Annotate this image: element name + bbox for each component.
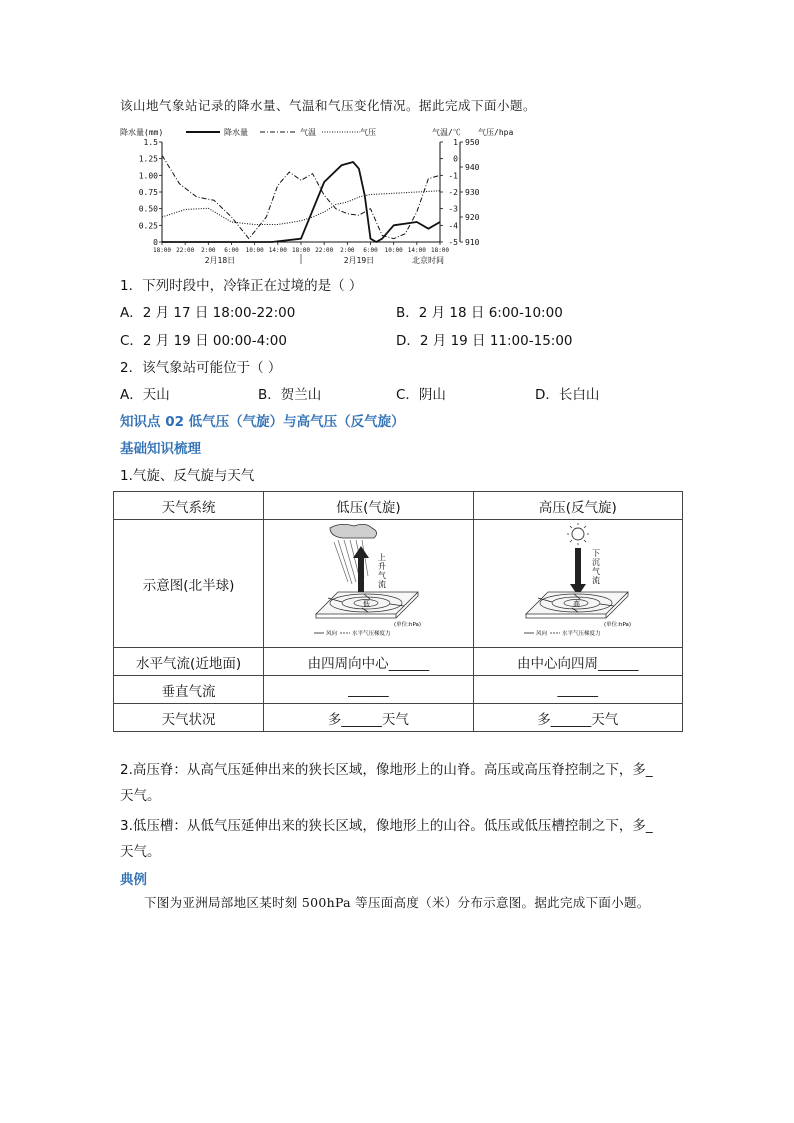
ridge-paragraph-line1: 2.高压脊：从高气压延伸出来的狭长区域，像地形上的山脊。高压或高压脊控制之下，多_ bbox=[120, 762, 653, 778]
cell-high-weather: 多______天气 bbox=[473, 704, 682, 732]
x-tick-label: 14:00 bbox=[407, 247, 426, 254]
y-temp-tick-label: 0 bbox=[453, 154, 458, 164]
q1-option-d[interactable]: D．2 月 19 日 11:00-15:00 bbox=[396, 333, 573, 349]
trough-paragraph-line1: 3.低压槽：从低气压延伸出来的狭长区域，像地形上的山谷。低压或低压槽控制之下，多_ bbox=[120, 818, 653, 834]
legend-pressure: 气压 bbox=[360, 128, 376, 137]
downward-arrow-icon bbox=[570, 548, 586, 596]
x-tick-label: 18:00 bbox=[291, 247, 311, 254]
y-left-label: 降水量(mm) bbox=[120, 128, 164, 137]
header-weather-system: 天气系统 bbox=[114, 492, 264, 520]
q1-option-b[interactable]: B．2 月 18 日 6:00-10:00 bbox=[396, 305, 563, 321]
x-tick-label: 10:00 bbox=[245, 247, 264, 254]
y-pressure-label: 气压/hpa bbox=[478, 128, 514, 137]
ridge-paragraph-line2: 天气。 bbox=[120, 788, 161, 804]
y-temp-tick-label: 1 bbox=[453, 138, 458, 147]
cell-high-horizontal: 由中心向四周______ bbox=[473, 648, 682, 676]
header-high-pressure: 高压(反气旋) bbox=[473, 492, 682, 520]
header-low-pressure: 低压(气旋) bbox=[264, 492, 473, 520]
q2-option-a[interactable]: A．天山 bbox=[120, 387, 170, 403]
pressure-line bbox=[162, 191, 440, 225]
gradient-legend: 水平气压梯度力 bbox=[561, 630, 601, 637]
y-left-tick-label: 1.00 bbox=[138, 171, 158, 181]
example-heading: 典例 bbox=[120, 872, 147, 888]
day-label: 2月18日 bbox=[204, 256, 236, 265]
x-tick-label: 2:00 bbox=[340, 247, 355, 254]
wind-legend: 风向 bbox=[326, 630, 338, 637]
q1-option-c[interactable]: C．2 月 19 日 00:00-4:00 bbox=[120, 333, 287, 349]
weather-chart bbox=[120, 124, 560, 266]
row-vertical-flow: 垂直气流 bbox=[114, 676, 264, 704]
x-tick-label: 18:00 bbox=[430, 247, 450, 254]
anticyclone-diagram bbox=[518, 522, 638, 642]
y-pressure-tick-label: 910 bbox=[465, 238, 480, 247]
table-row bbox=[114, 648, 683, 676]
y-temp-tick-label: -4 bbox=[448, 221, 458, 231]
legend-precip: 降水量 bbox=[224, 128, 248, 137]
table-row bbox=[114, 676, 683, 704]
y-temp-tick-label: -3 bbox=[448, 204, 458, 214]
y-pressure-tick-label: 930 bbox=[465, 188, 480, 197]
y-temp-label: 气温/℃ bbox=[432, 128, 461, 137]
x-tick-label: 6:00 bbox=[363, 247, 378, 254]
q2-option-b[interactable]: B．贺兰山 bbox=[258, 387, 322, 403]
basics-heading: 基础知识梳理 bbox=[120, 441, 201, 457]
y-pressure-tick-label: 920 bbox=[465, 213, 480, 222]
q2-option-c[interactable]: C．阴山 bbox=[396, 387, 446, 403]
precip-line bbox=[162, 162, 440, 242]
rain-cloud-icon bbox=[330, 524, 377, 538]
y-left-tick-label: 0.50 bbox=[138, 204, 158, 214]
day-label: 2月19日 bbox=[343, 256, 375, 265]
knowledge-point-title: 知识点 02 低气压（气旋）与高气压（反气旋） bbox=[120, 414, 405, 430]
final-prompt: 下图为亚洲局部地区某时刻 500hPa 等压面高度（米）分布示意图。据此完成下面小题。 bbox=[144, 895, 650, 910]
x-tick-label: 22:00 bbox=[176, 247, 195, 254]
y-temp-tick-label: -1 bbox=[448, 171, 458, 181]
row-diagram-label: 示意图(北半球) bbox=[114, 520, 264, 648]
cyclone-diagram-cell bbox=[264, 520, 473, 648]
wind-legend: 风向 bbox=[535, 630, 547, 637]
sun-icon bbox=[572, 528, 584, 540]
cell-low-horizontal: 由四周向中心______ bbox=[264, 648, 473, 676]
y-pressure-tick-label: 940 bbox=[465, 163, 480, 172]
x-tick-label: 6:00 bbox=[224, 247, 239, 254]
q1-stem: 1．下列时段中，冷锋正在过境的是（ ） bbox=[120, 278, 363, 294]
q2-option-d[interactable]: D．长白山 bbox=[535, 387, 600, 403]
cell-low-vertical: ______ bbox=[264, 676, 473, 704]
row-horizontal-flow: 水平气流(近地面) bbox=[114, 648, 264, 676]
x-tick-label: 14:00 bbox=[268, 247, 287, 254]
table-row bbox=[114, 492, 683, 520]
low-center-label: 低 bbox=[363, 599, 371, 608]
y-pressure-tick-label: 950 bbox=[465, 138, 480, 147]
row-weather: 天气状况 bbox=[114, 704, 264, 732]
weather-systems-table bbox=[113, 491, 683, 732]
cyclone-diagram bbox=[308, 522, 428, 642]
q1-option-a[interactable]: A．2 月 17 日 18:00-22:00 bbox=[120, 305, 296, 321]
upward-flow-label: 上升气流 bbox=[378, 552, 387, 589]
section-1-title: 1.气旋、反气旋与天气 bbox=[120, 468, 255, 484]
gradient-legend: 水平气压梯度力 bbox=[352, 630, 391, 637]
x-tick-label: 10:00 bbox=[384, 247, 403, 254]
y-temp-tick-label: -2 bbox=[448, 188, 458, 197]
x-tick-label: 2:00 bbox=[201, 247, 216, 254]
table-row bbox=[114, 520, 683, 648]
cell-high-vertical: ______ bbox=[473, 676, 682, 704]
y-left-tick-label: 1.25 bbox=[138, 154, 158, 164]
y-left-tick-label: 0.75 bbox=[138, 188, 158, 197]
x-tick-label: 22:00 bbox=[315, 247, 334, 254]
table-row bbox=[114, 704, 683, 732]
y-left-tick-label: 1.5 bbox=[143, 138, 158, 147]
upward-arrow-icon bbox=[353, 546, 369, 598]
temp-line bbox=[162, 155, 440, 238]
weather-chart-svg bbox=[120, 124, 560, 266]
y-left-tick-label: 0.25 bbox=[138, 221, 158, 231]
y-temp-tick-label: -5 bbox=[448, 238, 458, 247]
q2-stem: 2．该气象站可能位于（ ） bbox=[120, 360, 282, 376]
intro-text: 该山地气象站记录的降水量、气温和气压变化情况。据此完成下面小题。 bbox=[120, 98, 537, 113]
day-label: 北京时间 bbox=[412, 256, 444, 265]
y-left-tick-label: 0 bbox=[153, 238, 158, 247]
downward-flow-label: 下沉气流 bbox=[591, 548, 600, 585]
trough-paragraph-line2: 天气。 bbox=[120, 844, 161, 860]
legend-temp: 气温 bbox=[300, 128, 316, 137]
unit-label: (单位:hPa) bbox=[394, 621, 422, 628]
anticyclone-diagram-cell bbox=[473, 520, 682, 648]
x-tick-label: 18:00 bbox=[152, 247, 172, 254]
cell-low-weather: 多______天气 bbox=[264, 704, 473, 732]
unit-label: (单位:hPa) bbox=[603, 621, 631, 628]
high-center-label: 高 bbox=[572, 599, 580, 608]
